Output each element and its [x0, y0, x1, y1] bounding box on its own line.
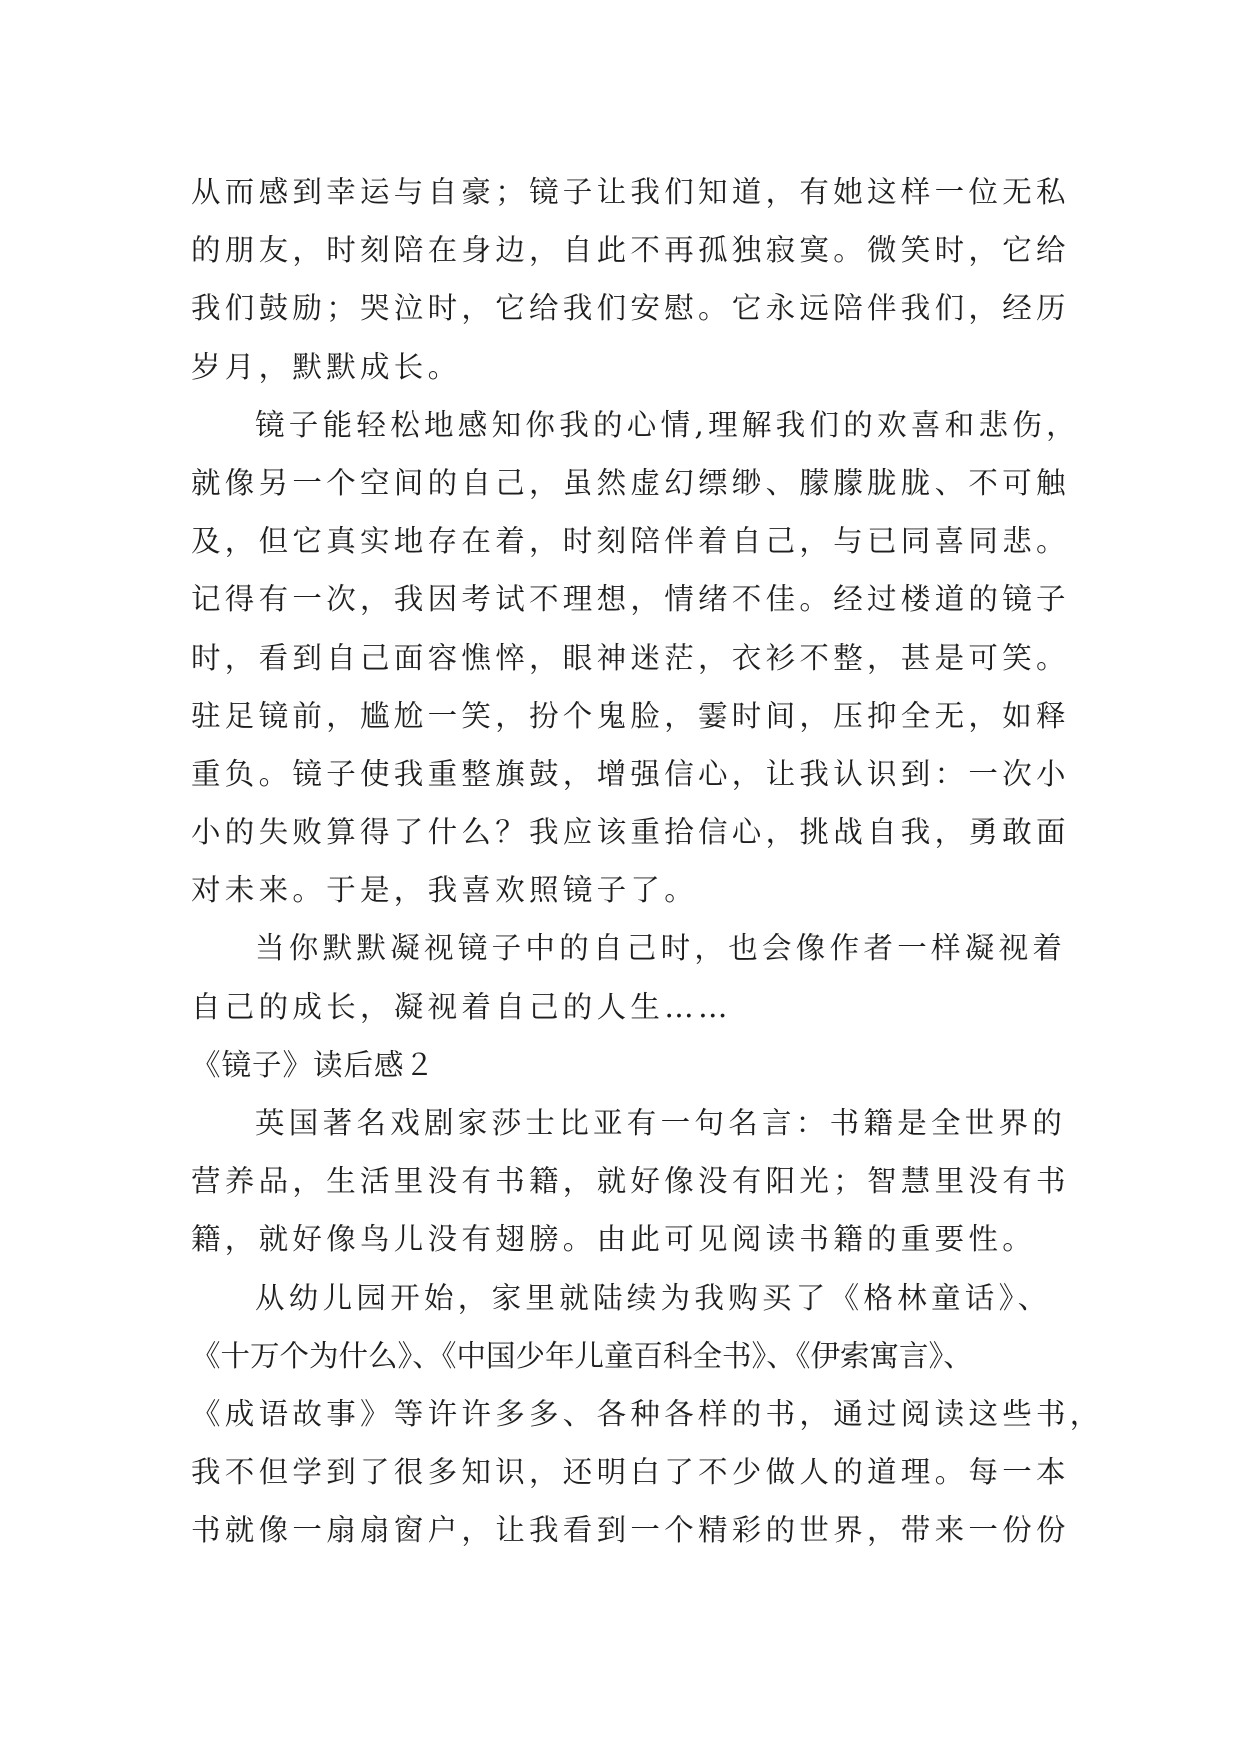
text-line: 我们鼓励；哭泣时，它给我们安慰。它永远陪伴我们，经历 [191, 291, 1070, 326]
text-line: 营养品，生活里没有书籍，就好像没有阳光；智慧里没有书 [191, 1164, 1070, 1199]
text-line: 及，但它真实地存在着，时刻陪伴着自己，与已同喜同悲。 [191, 524, 1070, 559]
text-line: 籍，就好像鸟儿没有翅膀。由此可见阅读书籍的重要性。 [191, 1222, 1037, 1257]
text-line: 对未来。于是，我喜欢照镜子了。 [191, 873, 699, 908]
text-line: 时，看到自己面容憔悴，眼神迷茫，衣衫不整，甚是可笑。 [191, 640, 1070, 675]
paragraph-first-line: 英国著名戏剧家莎士比亚有一句名言：书籍是全世界的 [255, 1106, 1067, 1140]
section-title: 《镜子》读后感２ [191, 1047, 436, 1082]
text-line: 岁月，默默成长。 [191, 349, 462, 384]
text-line: 重负。镜子使我重整旗鼓，增强信心，让我认识到：一次小 [191, 756, 1070, 791]
text-line: 从而感到幸运与自豪；镜子让我们知道，有她这样一位无私 [191, 175, 1070, 209]
text-line: 自己的成长，凝视着自己的人生…… [191, 989, 732, 1024]
text-line: 记得有一次，我因考试不理想，情绪不佳。经过楼道的镜子 [191, 582, 1070, 617]
paragraph-first-line: 镜子能轻松地感知你我的心情,理解我们的欢喜和悲伤， [255, 407, 1080, 442]
paragraph-first-line: 从幼儿园开始，家里就陆续为我购买了《格林童话》、 [255, 1280, 1052, 1315]
text-line: 我不但学到了很多知识，还明白了不少做人的道理。每一本 [191, 1455, 1070, 1490]
text-line: 小的失败算得了什么？我应该重拾信心，挑战自我，勇敢面 [191, 815, 1070, 850]
text-line: 《十万个为什么》、《中国少年儿童百科全书》、《伊索寓言》、 [191, 1338, 973, 1373]
text-line: 就像另一个空间的自己，虽然虚幻缥缈、朦朦胧胧、不可触 [191, 465, 1070, 500]
text-line: 《成语故事》等许许多多、各种各样的书，通过阅读这些书， [191, 1396, 1104, 1431]
document-body [191, 163, 1104, 1560]
text-line: 的朋友，时刻陪在身边，自此不再孤独寂寞。微笑时，它给 [191, 233, 1070, 268]
text-line: 驻足镜前，尴尬一笑，扮个鬼脸，霎时间，压抑全无，如释 [191, 698, 1070, 733]
paragraph-first-line: 当你默默凝视镜子中的自己时，也会像作者一样凝视着 [255, 931, 1067, 966]
text-line: 书就像一扇扇窗户，让我看到一个精彩的世界，带来一份份 [191, 1513, 1070, 1548]
